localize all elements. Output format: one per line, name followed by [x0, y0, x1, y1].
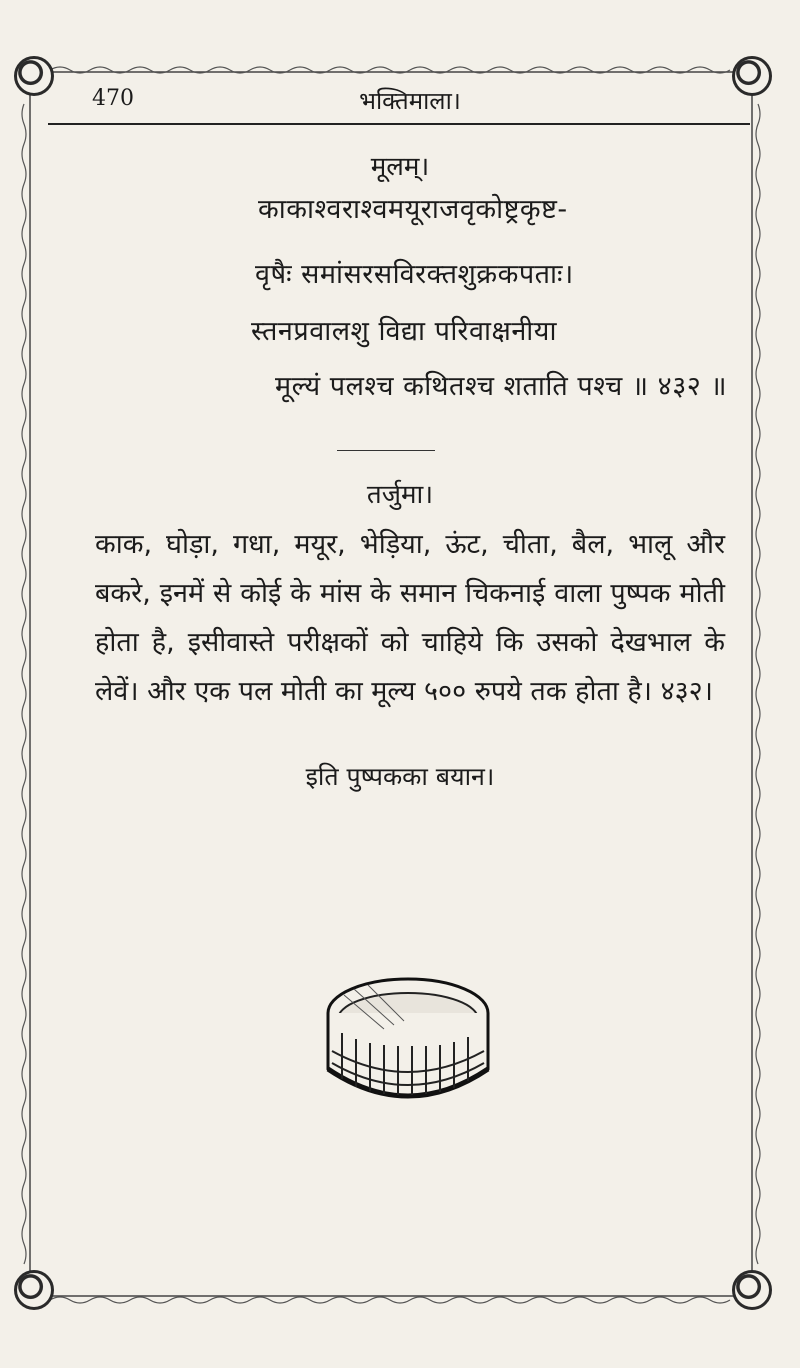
running-title: भक्तिमाला।: [359, 87, 461, 115]
verse-line-3: स्तनप्रवालशु विद्या परिवाक्षनीया: [251, 316, 557, 347]
translation-title: तर्जुमा।: [366, 480, 434, 510]
page-number: 470: [92, 86, 134, 111]
section-divider: [337, 450, 435, 451]
header-rule: [48, 123, 750, 125]
pearl-illustration: [324, 973, 492, 1113]
corner-ornament-top-right: [732, 56, 772, 96]
corner-ornament-top-left: [14, 56, 54, 96]
translation-paragraph: काक, घोड़ा, गधा, मयूर, भेड़िया, ऊंट, चीता, बैल, भालू और बकरे, इनमें से कोई के मांस के समान चिकनाई वाला पुष्पक मोती होता है, इसीवास्ते परीक्षकों को चाहिये कि उसको देखभाल के लेवें। और एक पल मोती का मूल्य ५०० रुपये तक होता है। ४३२।: [95, 529, 725, 707]
corner-ornament-bottom-left: [14, 1270, 54, 1310]
verse-line-2: वृषैः समांसरसविरक्तशुक्रकपताः।: [255, 259, 574, 290]
corner-ornament-bottom-right: [732, 1270, 772, 1310]
verse-line-4: मूल्यं पलश्च कथितश्च शताति पश्च ॥ ४३२ ॥: [275, 371, 728, 402]
closing-line: इति पुष्पकका बयान।: [305, 762, 495, 791]
verse-line-1: काकाश्वराश्वमयूराजवृकोष्ट्रकृष्ट-: [258, 194, 568, 225]
section-title: मूलम्।: [370, 152, 430, 182]
